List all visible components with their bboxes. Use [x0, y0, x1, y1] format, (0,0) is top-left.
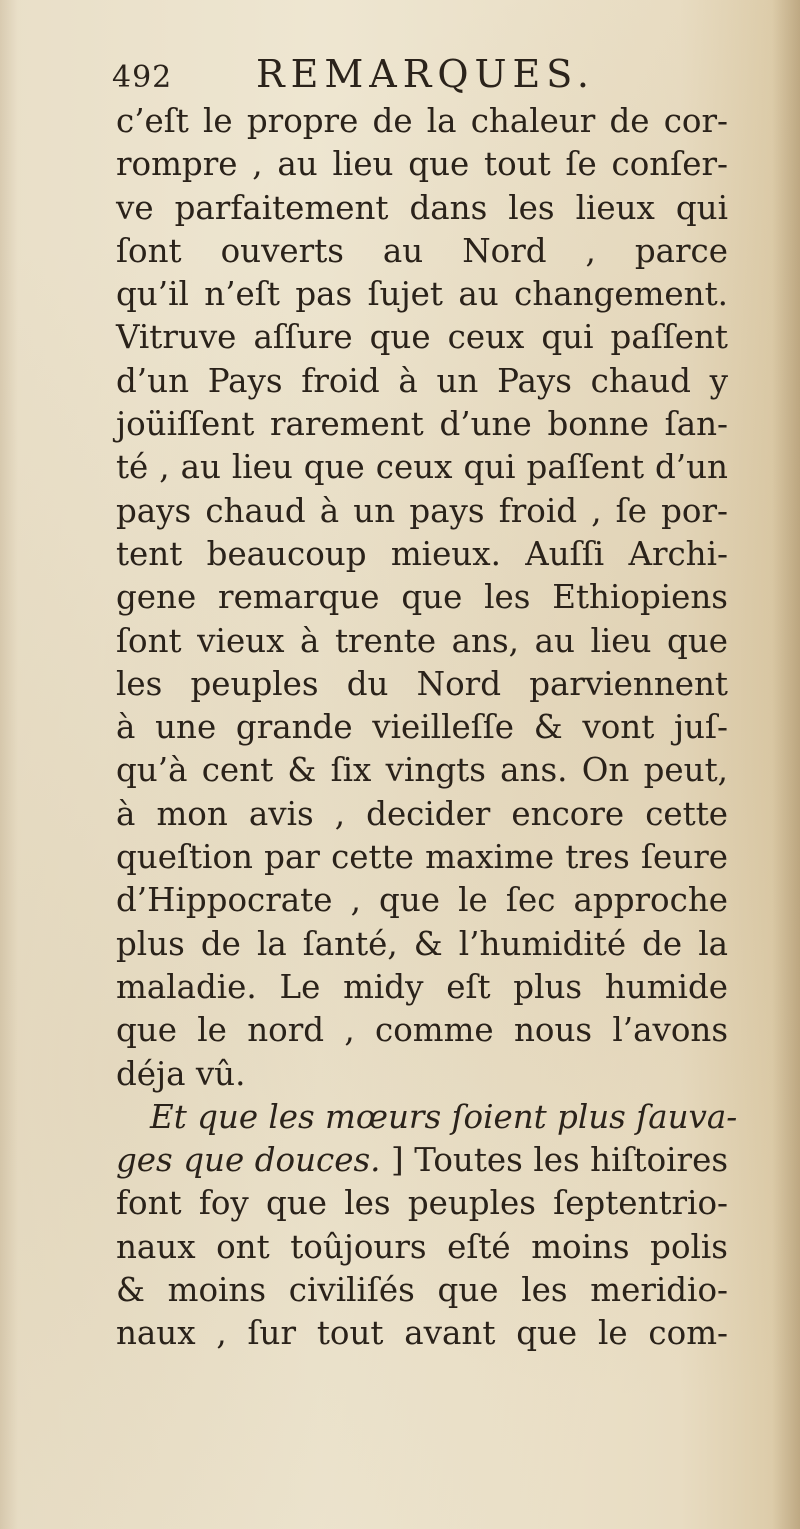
- text-line: d’un Pays froid à un Pays chaud y: [116, 361, 728, 400]
- italic-quote: ges que douces.: [116, 1141, 381, 1180]
- text-line: Vitruve aſſure que ceux qui paſſent: [116, 318, 728, 357]
- text-line: maladie. Le midy eſt plus humide: [116, 967, 728, 1006]
- page-number: 492: [112, 60, 173, 95]
- text-line: les peuples du Nord parviennent: [116, 664, 728, 703]
- body-text: [116, 100, 738, 1356]
- running-head: REMARQUES.: [256, 52, 595, 96]
- text-line: ſont ouverts au Nord , parce: [116, 231, 728, 270]
- text-line: rompre , au lieu que tout ſe conſer-: [116, 145, 728, 184]
- text-line: gene remarque que les Ethiopiens: [116, 578, 728, 617]
- text-line: c’eſt le propre de la chaleur de cor-: [116, 102, 728, 140]
- text-line: font foy que les peuples ſeptentrio-: [116, 1184, 728, 1223]
- page-edge-shadow: [772, 0, 800, 1529]
- text-line: joüiſſent rarement d’une bonne ſan-: [116, 405, 728, 444]
- text-line: ſont vieux à trente ans, au lieu que: [116, 621, 728, 660]
- text-line: tent beaucoup mieux. Auſſi Archi-: [116, 534, 728, 573]
- text-line: pays chaud à un pays froid , ſe por-: [116, 491, 728, 530]
- text-line: ve parfaitement dans les lieux qui: [116, 188, 728, 227]
- text-line: plus de la ſanté, & l’humidité de la: [116, 924, 728, 963]
- binding-shadow: [0, 0, 18, 1529]
- text-line: qu’à cent & ſix vingts ans. On peut,: [116, 751, 728, 790]
- text-line: à mon avis , decider encore cette: [116, 794, 728, 833]
- page-header: [112, 52, 712, 100]
- text-line: à une grande vieilleſſe & vont juſ-: [116, 708, 728, 747]
- text-line: queſtion par cette maxime tres ſeure: [116, 838, 728, 877]
- text-line: d’Hippocrate , que le ſec approche: [116, 881, 728, 920]
- text-line: & moins civiliſés que les meridio-: [116, 1271, 728, 1310]
- text-run: ] Toutes les hiſtoires: [380, 1141, 728, 1180]
- text-line: [116, 1139, 728, 1182]
- text-line: déja vû.: [116, 1054, 246, 1093]
- text-line: que le nord , comme nous l’avons: [116, 1011, 728, 1050]
- text-line: naux ont toûjours eſté moins polis: [116, 1227, 728, 1266]
- italic-quote: Et que les mœurs ſoient plus ſauva-: [150, 1097, 738, 1136]
- text-line-italic: [116, 1096, 738, 1139]
- text-line: té , au lieu que ceux qui paſſent d’un: [116, 448, 728, 487]
- text-line: naux , ſur tout avant que le com-: [116, 1314, 728, 1353]
- text-line: qu’il n’eſt pas ſujet au changement.: [116, 275, 728, 314]
